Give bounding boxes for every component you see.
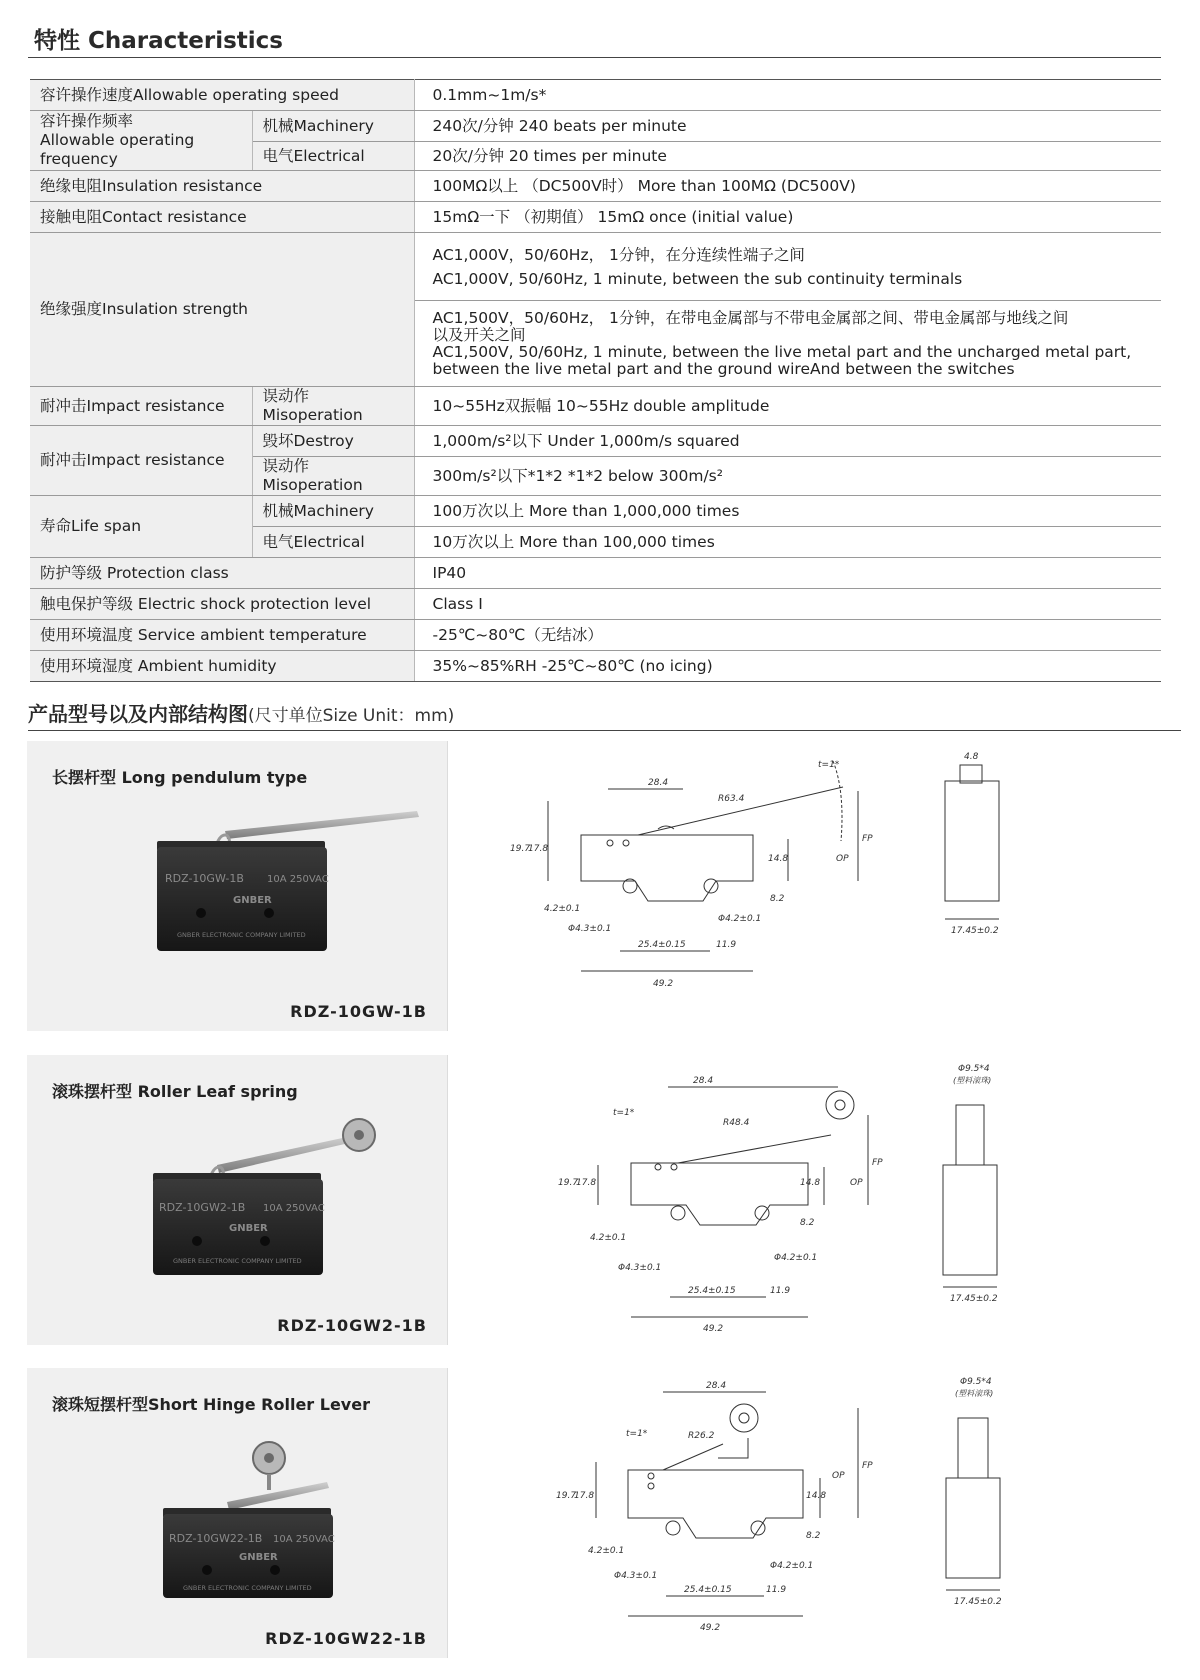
value-line: AC1,000V，50/60Hz， 1分钟，在分连续性端子之间 bbox=[432, 245, 805, 264]
row-value bbox=[414, 301, 1161, 387]
body-model-text: RDZ-10GW-1B bbox=[165, 872, 244, 885]
row-value: 240次/分钟 240 beats per minute bbox=[414, 111, 1161, 142]
table-row bbox=[30, 387, 1161, 426]
roller-hub bbox=[354, 1130, 364, 1140]
row-sublabel: 电气Electrical bbox=[252, 142, 414, 171]
product-model: RDZ-10GW-1B bbox=[290, 1002, 427, 1021]
dim-label: 14.8 bbox=[800, 1178, 821, 1188]
dim-label: (塑料滚珠) bbox=[953, 1076, 992, 1085]
roller-bracket bbox=[718, 1438, 748, 1458]
dim-label: 17.8 bbox=[576, 1178, 597, 1188]
characteristics-table bbox=[30, 79, 1161, 682]
row-value: 35%~85%RH -25℃~80℃ (no icing) bbox=[414, 651, 1161, 682]
lever-arm bbox=[227, 1482, 329, 1510]
row-value: -25℃~80℃（无结冰） bbox=[414, 620, 1161, 651]
product-photo bbox=[117, 801, 437, 961]
side-view-outline bbox=[945, 781, 999, 901]
mount-hole bbox=[264, 908, 274, 918]
dim-label: Φ4.3±0.1 bbox=[618, 1263, 662, 1273]
mount-hole bbox=[270, 1565, 280, 1575]
row-value: 300m/s²以下*1*2 *1*2 below 300m/s² bbox=[414, 457, 1161, 496]
pivot-hole bbox=[648, 1473, 654, 1479]
pivot-hole bbox=[623, 840, 629, 846]
product-type: 滚珠短摆杆型Short Hinge Roller Lever bbox=[52, 1395, 370, 1414]
dim-label: 14.8 bbox=[806, 1491, 827, 1501]
row-label: 绝缘电阻Insulation resistance bbox=[30, 171, 414, 202]
row-label: 耐冲击Impact resistance bbox=[30, 387, 252, 426]
dim-label: 17.45±0.2 bbox=[950, 1294, 998, 1304]
body-rating-text: 10A 250VAC bbox=[273, 1534, 335, 1545]
value-line: between the live metal part and the ground wireAnd between the switches bbox=[432, 359, 1015, 378]
product-type: 长摆杆型 Long pendulum type bbox=[52, 768, 308, 787]
dim-label: 17.8 bbox=[574, 1491, 595, 1501]
value-line: AC1,000V, 50/60Hz, 1 minute, between the sub continuity terminals bbox=[432, 269, 963, 288]
roller-hub bbox=[835, 1100, 845, 1110]
table-row bbox=[30, 202, 1161, 233]
body-footer-text: GNBER ELECTRONIC COMPANY LIMITED bbox=[173, 1257, 302, 1265]
product-model: RDZ-10GW22-1B bbox=[265, 1629, 427, 1648]
models-title: 产品型号以及内部结构图 bbox=[28, 702, 248, 726]
row-label bbox=[30, 111, 252, 171]
table-row bbox=[30, 620, 1161, 651]
section-title-models bbox=[28, 698, 454, 727]
row-value bbox=[414, 233, 1161, 301]
mount-hole bbox=[202, 1565, 212, 1575]
roller-outline bbox=[826, 1091, 854, 1119]
table-row bbox=[30, 426, 1161, 457]
dim-label: R63.4 bbox=[718, 794, 745, 804]
row-value: 10~55Hz双振幅 10~55Hz double amplitude bbox=[414, 387, 1161, 426]
dim-label: FP bbox=[862, 834, 873, 844]
table-row bbox=[30, 496, 1161, 527]
switch-outline bbox=[581, 835, 753, 901]
row-value: 15mΩ一下 （初期值） 15mΩ once (initial value) bbox=[414, 202, 1161, 233]
row-label: 使用环境温度 Service ambient temperature bbox=[30, 620, 414, 651]
table-row bbox=[30, 80, 1161, 111]
body-footer-text: GNBER ELECTRONIC COMPANY LIMITED bbox=[177, 931, 306, 939]
table-row bbox=[30, 171, 1161, 202]
dim-label: Φ4.2±0.1 bbox=[774, 1253, 818, 1263]
row-sublabel: 机械Machinery bbox=[252, 496, 414, 527]
mount-hole bbox=[260, 1236, 270, 1246]
row-label: 触电保护等级 Electric shock protection level bbox=[30, 589, 414, 620]
dimension-drawing bbox=[448, 1368, 1180, 1658]
pivot-hole bbox=[648, 1483, 654, 1489]
table-row bbox=[30, 589, 1161, 620]
dim-label: 17.8 bbox=[528, 844, 549, 854]
dim-label: 11.9 bbox=[770, 1286, 791, 1296]
table-row bbox=[30, 651, 1161, 682]
product-photo bbox=[117, 1105, 437, 1275]
dim-label: t=1* bbox=[626, 1429, 648, 1439]
dim-label: 25.4±0.15 bbox=[684, 1585, 732, 1595]
drawing-area bbox=[448, 1368, 1180, 1658]
row-label: 容许操作速度Allowable operating speed bbox=[30, 80, 414, 111]
dimension-drawing bbox=[448, 741, 1180, 1031]
row-value: 0.1mm~1m/s* bbox=[414, 80, 1161, 111]
side-view-roller bbox=[956, 1105, 984, 1165]
switch-outline bbox=[631, 1163, 808, 1225]
row-value: 100万次以上 More than 1,000,000 times bbox=[414, 496, 1161, 527]
arc-line bbox=[833, 761, 842, 841]
switch-outline bbox=[628, 1470, 803, 1538]
row-label: 接触电阻Contact resistance bbox=[30, 202, 414, 233]
dim-label: 19.7 bbox=[510, 844, 531, 854]
dim-label: 4.2±0.1 bbox=[590, 1233, 627, 1243]
title-rule bbox=[28, 57, 1161, 58]
row-label: 寿命Life span bbox=[30, 496, 252, 558]
drawing-area bbox=[448, 1055, 1180, 1345]
dim-label: (塑料滚珠) bbox=[955, 1389, 994, 1398]
dim-label: 25.4±0.15 bbox=[638, 940, 686, 950]
product-model: RDZ-10GW2-1B bbox=[277, 1316, 427, 1335]
row-value: IP40 bbox=[414, 558, 1161, 589]
side-view-actuator bbox=[960, 765, 982, 783]
row-label: 使用环境湿度 Ambient humidity bbox=[30, 651, 414, 682]
mount-hole bbox=[196, 908, 206, 918]
lever-arm bbox=[225, 811, 419, 839]
lever-arm bbox=[217, 1137, 349, 1173]
lever-line bbox=[678, 1135, 831, 1163]
mount-hole bbox=[192, 1236, 202, 1246]
pivot-hole bbox=[607, 840, 613, 846]
drawing-area bbox=[448, 741, 1180, 1031]
pivot-hole bbox=[671, 1164, 677, 1170]
body-model-text: RDZ-10GW22-1B bbox=[169, 1532, 263, 1545]
dim-label: 28.4 bbox=[648, 778, 669, 788]
row-value: Class Ⅰ bbox=[414, 589, 1161, 620]
side-view-outline bbox=[946, 1478, 1000, 1578]
dimension-drawing bbox=[448, 1055, 1180, 1345]
dim-label: 8.2 bbox=[806, 1531, 821, 1541]
roller-outline bbox=[730, 1404, 758, 1432]
roller-hub bbox=[739, 1413, 749, 1423]
dim-label: Φ9.5*4 bbox=[960, 1377, 992, 1387]
dim-label: R48.4 bbox=[723, 1118, 750, 1128]
dim-label: Φ4.3±0.1 bbox=[568, 924, 612, 934]
dim-label: 19.7 bbox=[556, 1491, 577, 1501]
unit-note: (尺寸单位Size Unit：mm) bbox=[248, 706, 455, 726]
table-row bbox=[30, 111, 1161, 142]
mount-hole bbox=[704, 879, 718, 893]
dim-label: 14.8 bbox=[768, 854, 789, 864]
row-sublabel: 误动作Misoperation bbox=[252, 457, 414, 496]
dim-label: 11.9 bbox=[766, 1585, 787, 1595]
body-model-text: RDZ-10GW2-1B bbox=[159, 1201, 246, 1214]
body-brand-text: GNBER bbox=[239, 1552, 278, 1563]
body-footer-text: GNBER ELECTRONIC COMPANY LIMITED bbox=[183, 1584, 312, 1592]
product-panel-roller-leaf bbox=[27, 1055, 1180, 1345]
dim-label: 17.45±0.2 bbox=[951, 926, 999, 936]
lever-line bbox=[663, 1444, 723, 1470]
side-view-outline bbox=[943, 1165, 997, 1275]
dim-label: 49.2 bbox=[703, 1324, 724, 1334]
row-sublabel: 误动作Misoperation bbox=[252, 387, 414, 426]
product-panel-short-hinge-roller bbox=[27, 1368, 1180, 1658]
value-line: AC1,500V，50/60Hz， 1分钟，在带电金属部与不带电金属部之间、带电金属部与地线之间 bbox=[432, 308, 1069, 327]
dim-label: R26.2 bbox=[688, 1431, 715, 1441]
row-sublabel: 毁坏Destroy bbox=[252, 426, 414, 457]
models-rule bbox=[28, 730, 1181, 731]
table-row bbox=[30, 233, 1161, 301]
row-label: 耐冲击Impact resistance bbox=[30, 426, 252, 496]
row-sublabel: 机械Machinery bbox=[252, 111, 414, 142]
body-rating-text: 10A 250VAC bbox=[263, 1203, 325, 1214]
body-brand-text: GNBER bbox=[229, 1223, 268, 1234]
dim-label: OP bbox=[836, 854, 849, 864]
row-value: 20次/分钟 20 times per minute bbox=[414, 142, 1161, 171]
dim-label: 49.2 bbox=[700, 1623, 721, 1633]
product-type: 滚珠摆杆型 Roller Leaf spring bbox=[52, 1082, 298, 1101]
body-rating-text: 10A 250VAC bbox=[267, 874, 329, 885]
roller-hub bbox=[264, 1453, 274, 1463]
dim-label: FP bbox=[862, 1461, 873, 1471]
row-value: 100MΩ以上 （DC500V时） More than 100MΩ (DC500V) bbox=[414, 171, 1161, 202]
mount-hole bbox=[751, 1521, 765, 1535]
dim-label: 4.2±0.1 bbox=[588, 1546, 625, 1556]
row-label: 防护等级 Protection class bbox=[30, 558, 414, 589]
mount-hole bbox=[666, 1521, 680, 1535]
dim-label: 19.7 bbox=[558, 1178, 579, 1188]
section-title-characteristics: 特性 Characteristics bbox=[34, 28, 283, 54]
mount-hole bbox=[755, 1206, 769, 1220]
side-view-roller bbox=[958, 1418, 988, 1478]
dim-label: OP bbox=[832, 1471, 845, 1481]
row-sublabel: 电气Electrical bbox=[252, 527, 414, 558]
dim-label: t=1* bbox=[818, 760, 840, 770]
dim-label: Φ4.3±0.1 bbox=[614, 1571, 658, 1581]
row-value: 10万次以上 More than 100,000 times bbox=[414, 527, 1161, 558]
dim-label: 4.8 bbox=[964, 752, 979, 762]
dim-label: 49.2 bbox=[653, 979, 674, 989]
dim-label: 25.4±0.15 bbox=[688, 1286, 736, 1296]
dim-label: Φ4.2±0.1 bbox=[718, 914, 762, 924]
dim-label: OP bbox=[850, 1178, 863, 1188]
product-panel-long-pendulum bbox=[27, 741, 1180, 1031]
dim-label: 4.2±0.1 bbox=[544, 904, 581, 914]
dim-label: 28.4 bbox=[706, 1381, 727, 1391]
mount-hole bbox=[671, 1206, 685, 1220]
row-label: 绝缘强度Insulation strength bbox=[30, 233, 414, 387]
dim-label: 11.9 bbox=[716, 940, 737, 950]
dim-label: 8.2 bbox=[800, 1218, 815, 1228]
dim-label: 8.2 bbox=[770, 894, 785, 904]
value-line: AC1,500V, 50/60Hz, 1 minute, between the live metal part and the uncharged metal part, bbox=[432, 342, 1132, 361]
pivot-hole bbox=[655, 1164, 661, 1170]
dim-label: FP bbox=[872, 1158, 883, 1168]
value-line: 以及开关之间 bbox=[432, 325, 526, 344]
dim-label: Φ4.2±0.1 bbox=[770, 1561, 814, 1571]
body-brand-text: GNBER bbox=[233, 895, 272, 906]
dim-label: 17.45±0.2 bbox=[954, 1597, 1002, 1607]
row-label-en: Allowable operating frequency bbox=[40, 131, 195, 168]
dim-label: 28.4 bbox=[693, 1076, 714, 1086]
row-label-cn: 容许操作频率 bbox=[40, 112, 134, 130]
product-photo bbox=[117, 1418, 437, 1598]
dim-label: t=1* bbox=[613, 1108, 635, 1118]
dim-label: Φ9.5*4 bbox=[958, 1064, 990, 1074]
table-row bbox=[30, 558, 1161, 589]
row-value: 1,000m/s²以下 Under 1,000m/s squared bbox=[414, 426, 1161, 457]
